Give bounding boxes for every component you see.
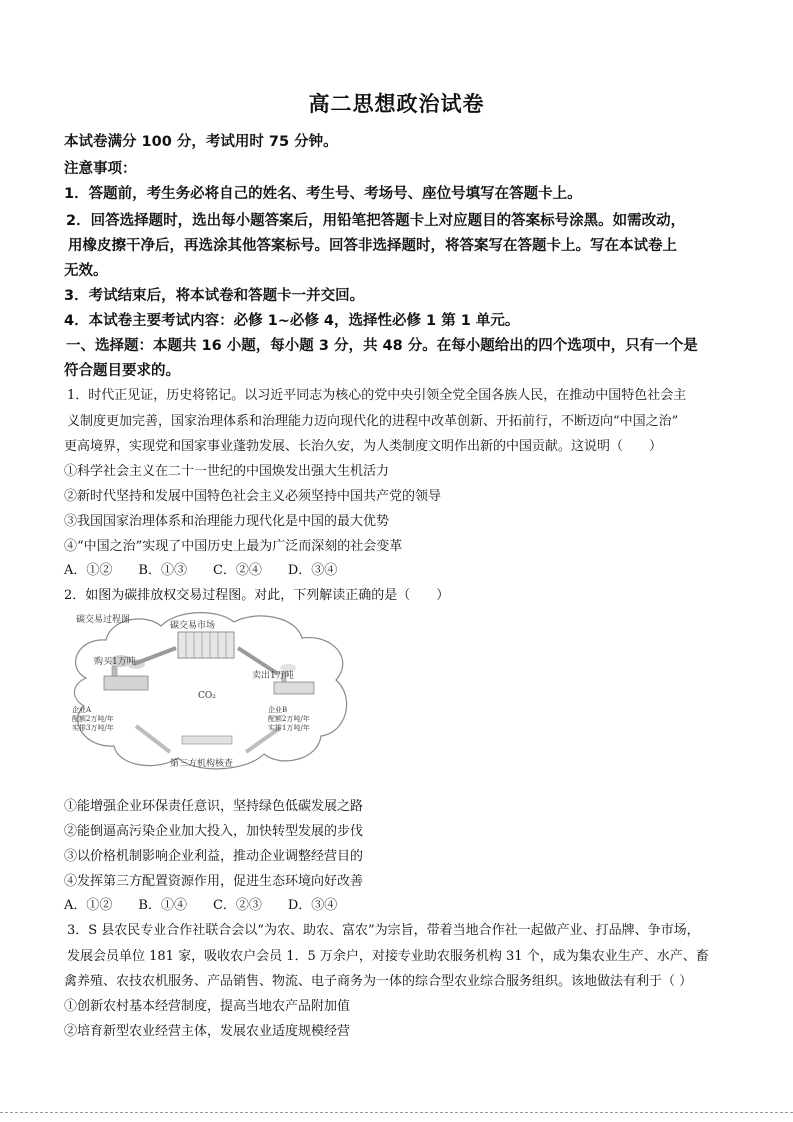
company-b-actual: 实排1万吨/年 [268, 724, 310, 732]
notice-item-3: 3．考试结束后，将本试卷和答题卡一并交回。 [64, 288, 365, 304]
market-building-icon [178, 632, 234, 658]
company-b-name: 企业B [268, 706, 288, 714]
q2-option-4: ④发挥第三方配置资源作用，促进生态环境向好改善 [64, 874, 364, 889]
q1-choices: A．①② B．①③ C．②④ D．③④ [64, 563, 338, 578]
sell-label: 卖出1万吨 [252, 671, 294, 681]
score-time-note: 本试卷满分 100 分，考试用时 75 分钟。 [64, 134, 338, 150]
q1-option-1: ①科学社会主义在二十一世纪的中国焕发出强大生机活力 [64, 464, 390, 479]
q1-option-3: ③我国国家治理体系和治理能力现代化是中国的最大优势 [64, 514, 390, 529]
notice-item-2-cont: 用橡皮擦干净后，再选涂其他答案标号。回答非选择题时，将答案写在答题卡上。写在本试卷上 [68, 238, 677, 254]
carbon-trading-diagram [66, 608, 356, 776]
q1-option-4: ④“中国之治”实现了中国历史上最为广泛而深刻的社会变革 [64, 539, 403, 554]
q1-option-2: ②新时代坚持和发展中国特色社会主义必须坚持中国共产党的领导 [64, 489, 442, 504]
third-party-label: 第三方机构核查 [170, 759, 234, 769]
company-a-actual: 实排3万吨/年 [72, 724, 114, 732]
notice-title: 注意事项： [64, 161, 137, 177]
arrow-a-to-verify [136, 726, 170, 752]
q1-stem: 1．时代正见证，历史将铭记。以习近平同志为核心的党中央引领全党全国各族人民，在推动中国特色社会主 [67, 388, 687, 403]
q2-choices: A．①② B．①④ C．②③ D．③④ [64, 898, 338, 913]
q1-stem-cont: 义制度更加完善，国家治理体系和治理能力迈向现代化的进程中改革创新、开拓前行，不断迈向“中国之治” [67, 414, 679, 429]
company-a-name: 企业A [72, 706, 92, 714]
q3-stem-cont: 发展会员单位 181 家，吸收农户会员 1．5 万余户，对接专业助农服务机构 31 个，成为集农业生产、水产、畜 [67, 949, 709, 964]
notice-item-1: 1．答题前，考生务必将自己的姓名、考生号、考场号、座位号填写在答题卡上。 [64, 186, 582, 202]
q2-option-2: ②能倒逼高污染企业加大投入，加快转型发展的步伐 [64, 824, 364, 839]
company-b-quota: 配额2万吨/年 [268, 715, 310, 723]
notice-item-4: 4．本试卷主要考试内容：必修 1~必修 4，选择性必修 1 第 1 单元。 [64, 313, 520, 329]
page-title: 高二思想政治试卷 [308, 92, 485, 116]
diagram-title: 碳交易过程图 [76, 615, 131, 625]
q2-option-3: ③以价格机制影响企业利益，推动企业调整经营目的 [64, 849, 364, 864]
company-a-quota: 配额2万吨/年 [72, 715, 114, 723]
page-bottom-rule [0, 1112, 793, 1113]
market-label: 碳交易市场 [170, 621, 216, 631]
q3-stem: 3．S 县农民专业合作社联合会以“为农、助农、富农”为宗旨，带着当地合作社一起做产业、打品牌、争市场， [67, 923, 700, 938]
section-heading: 一、选择题：本题共 16 小题，每小题 3 分，共 48 分。在每小题给出的四个选项中，只有一个是 [66, 338, 698, 354]
q1-stem-end: 更高境界，实现党和国家事业蓬勃发展、长治久安，为人类制度文明作出新的中国贡献。这说明（ ） [64, 439, 663, 454]
q3-stem-end: 禽养殖、农技农机服务、产品销售、物流、电子商务为一体的综合型农业综合服务组织。该地做法有利于（ ） [64, 974, 693, 989]
buy-label: 购买1万吨 [94, 657, 136, 667]
verify-platform [182, 736, 232, 744]
arrow-market-to-a [134, 648, 176, 664]
notice-item-2: 2．回答选择题时，选出每小题答案后，用铅笔把答题卡上对应题目的答案标号涂黑。如需改动， [66, 213, 686, 229]
q3-option-1: ①创新农村基本经营制度，提高当地农产品附加值 [64, 999, 351, 1014]
co2-label: CO₂ [198, 691, 216, 701]
notice-item-2-end: 无效。 [64, 263, 108, 279]
q2-option-1: ①能增强企业环保责任意识，坚持绿色低碳发展之路 [64, 799, 364, 814]
q2-stem: 2．如图为碳排放权交易过程图。对此，下列解读正确的是（ ） [64, 588, 450, 603]
q3-option-2: ②培育新型农业经营主体，发展农业适度规模经营 [64, 1024, 351, 1039]
section-heading-cont: 符合题目要求的。 [64, 363, 180, 379]
